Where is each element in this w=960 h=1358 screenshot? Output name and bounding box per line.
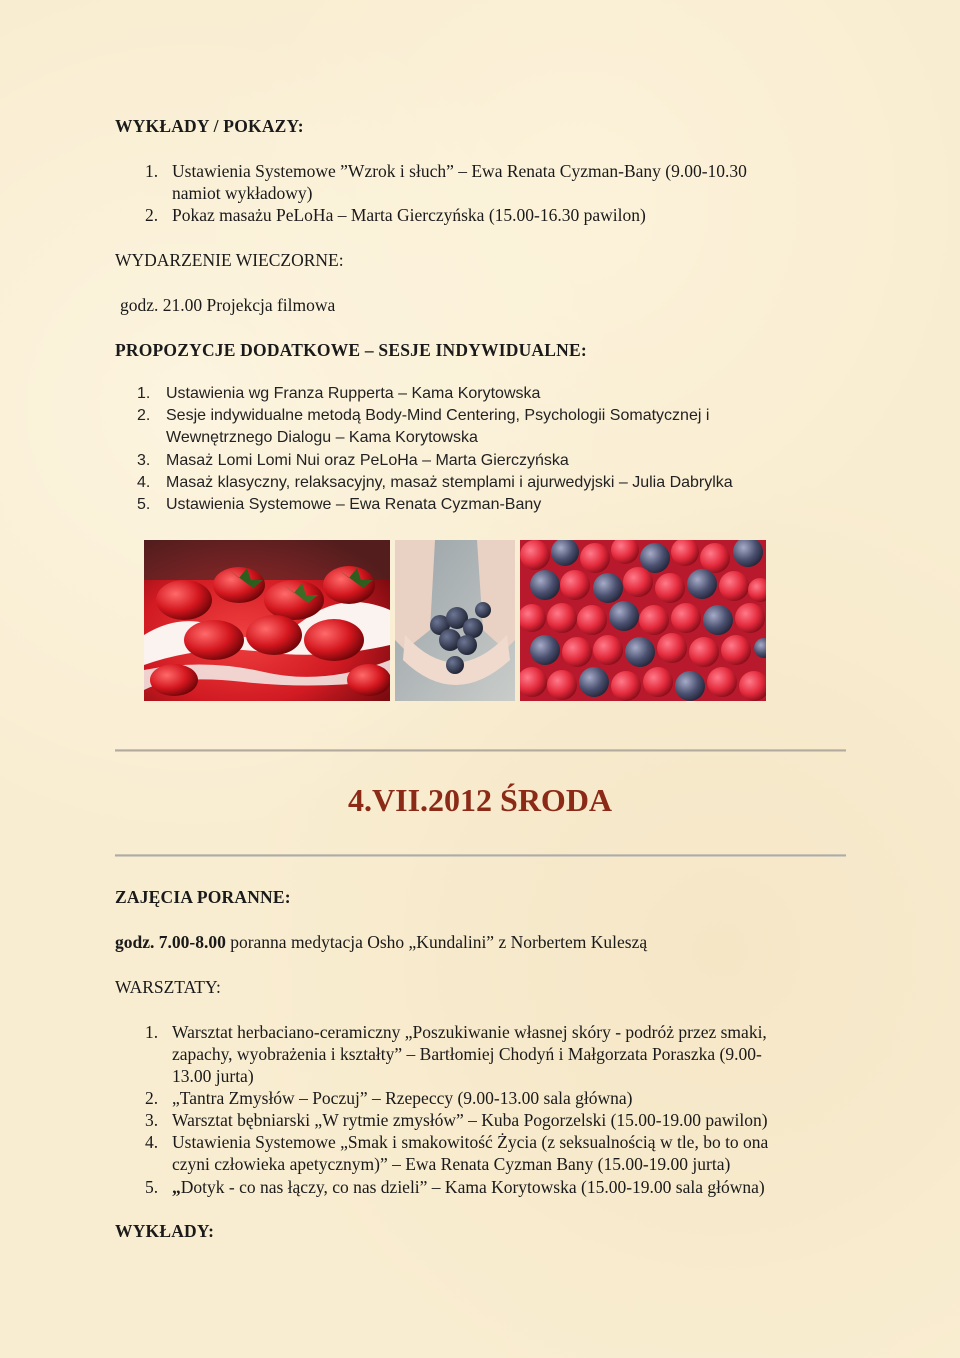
strawberry-cake-photo [144, 540, 390, 701]
list-item-text: Ustawienia wg Franza Rupperta – Kama Korytowska [166, 385, 541, 402]
list-item-number: 3. [145, 1110, 159, 1130]
list-item-number: 1. [137, 385, 151, 402]
list-item-number: 3. [137, 452, 151, 469]
list-item-text: Ustawienia Systemowe ”Wzrok i słuch” – Ewa Renata Cyzman-Bany (9.00-10.30 [172, 161, 747, 181]
list-item-number: 1. [145, 1022, 159, 1042]
list-item-number: 2. [137, 407, 151, 424]
strawberry-cake-image [144, 540, 390, 701]
list-item-text-cont: 13.00 jurta) [172, 1066, 254, 1086]
workshop-5-text: Dotyk - co nas łączy, co nas dzieli” – Kama Korytowska (15.00-19.00 sala główna) [180, 1177, 765, 1197]
list-item-number: 2. [145, 205, 159, 225]
list-item-text: Masaż Lomi Lomi Nui oraz PeLoHa – Marta Gierczyńska [166, 452, 569, 469]
opening-quote: „ [172, 1177, 181, 1197]
list-item-text-cont: czyni człowieka apetycznym)” – Ewa Renata Cyzman Bany (15.00-19.00 jurta) [172, 1154, 731, 1174]
day-heading [348, 782, 612, 819]
list-item-text: Warsztat herbaciano-ceramiczny „Poszukiwanie własnej skóry - podróż przez smaki, [172, 1022, 767, 1042]
section-heading-warsztaty: WARSZTATY: [115, 977, 221, 997]
section-heading-wyklady-pokazy: WYKŁADY / POKAZY: [115, 116, 304, 136]
section-heading-propozycje: PROPOZYCJE DODATKOWE – SESJE INDYWIDUALNE: [115, 340, 587, 360]
list-item-text: Ustawienia Systemowe – Ewa Renata Cyzman-Bany [166, 496, 542, 513]
list-item-text-cont: zapachy, wyobrażenia i kształty” – Bartłomiej Chodyń i Małgorzata Poraszka (9.00- [172, 1044, 762, 1064]
list-item-text: Sesje indywidualne metodą Body-Mind Centering, Psychologii Somatycznej i [166, 407, 710, 424]
list-item-text: Pokaz masażu PeLoHa – Marta Gierczyńska (15.00-16.30 pawilon) [172, 205, 646, 225]
berries-image [520, 540, 766, 701]
list-item-number: 5. [137, 496, 151, 513]
section-heading-wyklady: WYKŁADY: [115, 1221, 215, 1241]
list-item-number: 5. [145, 1177, 159, 1197]
list-item-number: 2. [145, 1088, 159, 1108]
section-heading-wydarzenie: WYDARZENIE WIECZORNE: [115, 250, 344, 270]
list-item-text-cont: namiot wykładowy) [172, 183, 313, 203]
list-item-number: 1. [145, 161, 159, 181]
hands-image [395, 540, 515, 701]
list-item-text-cont: Wewnętrznego Dialogu – Kama Korytowska [166, 429, 478, 446]
list-item-text: „Tantra Zmysłów – Poczuj” – Rzepeccy (9.00-13.00 sala główna) [172, 1088, 633, 1108]
list-item-text: Masaż klasyczny, relaksacyjny, masaż stemplami i ajurwedyjski – Julia Dabrylka [166, 474, 733, 491]
morning-activity-time: godz. 7.00-8.00 [115, 932, 226, 952]
hands-with-blueberries-photo [395, 540, 515, 701]
list-item-text: Warsztat bębniarski „W rytmie zmysłów” – Kuba Pogorzelski (15.00-19.00 pawilon) [172, 1110, 768, 1130]
horizontal-rule-top [115, 749, 846, 752]
day-heading-day: 2012 ŚRODA [428, 782, 613, 818]
list-item-text: Ustawienia Systemowe „Smak i smakowitość Życia (z seksualnością w tle, bo to ona [172, 1132, 769, 1152]
morning-activity [115, 931, 647, 953]
section-heading-zajecia: ZAJĘCIA PORANNE: [115, 887, 291, 907]
list-item-number: 4. [137, 474, 151, 491]
horizontal-rule-bottom [115, 854, 846, 857]
list-item-text [172, 1176, 765, 1198]
list-item-number: 4. [145, 1132, 159, 1152]
raspberries-blueberries-photo [520, 540, 766, 701]
evening-event-text: godz. 21.00 Projekcja filmowa [120, 295, 336, 315]
morning-activity-text: poranna medytacja Osho „Kundalini” z Norbertem Kuleszą [225, 932, 648, 952]
day-heading-date: 4.VII. [348, 782, 429, 818]
